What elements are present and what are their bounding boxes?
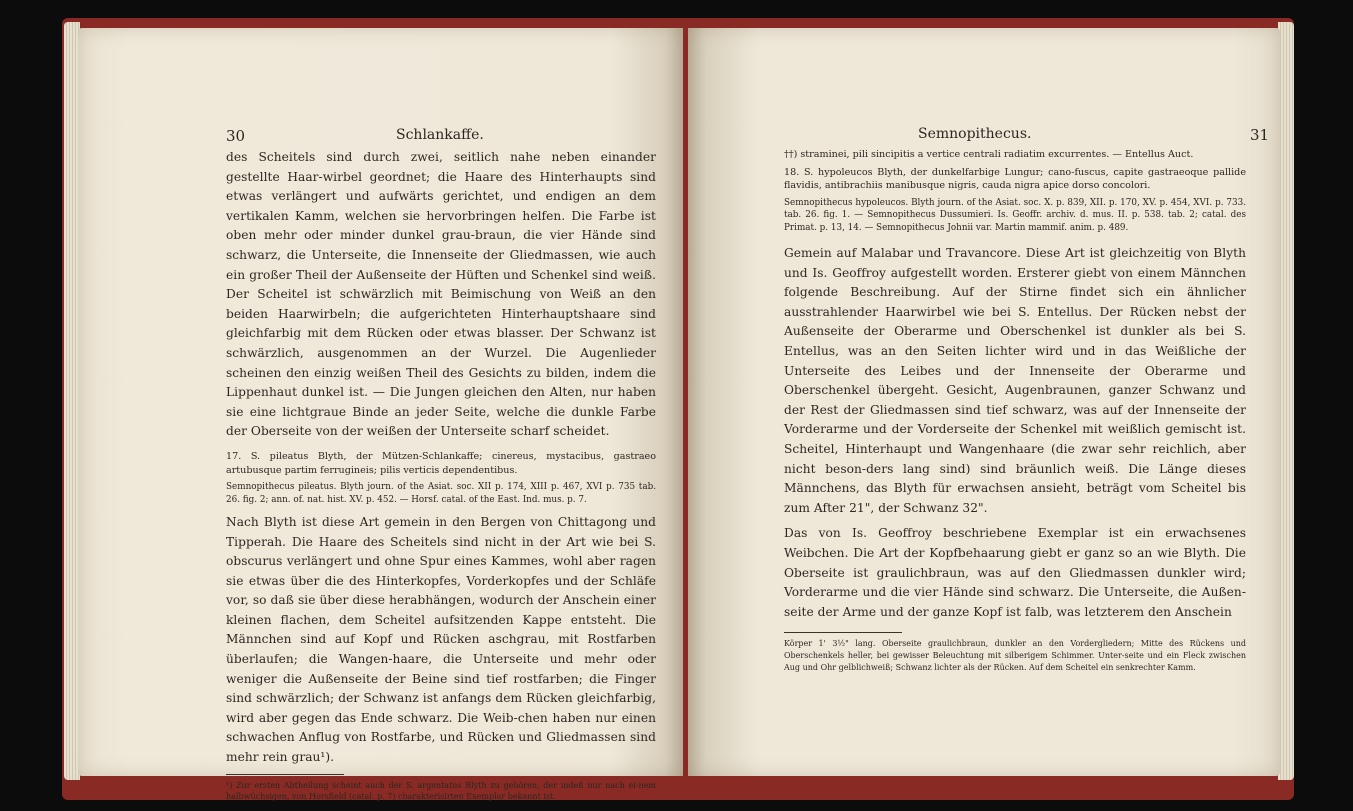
- page-number-left: 30: [226, 127, 246, 145]
- species-17-heading: 17. S. pileatus Blyth, der Mützen-Schlankaffe; cinereus, mystacibus, gastraeo artubusque partim ferrugineis; pilis verticis dependentibus.: [226, 450, 656, 476]
- page-edges-right: [1278, 22, 1294, 780]
- running-head-left: Schlankaffe.: [396, 127, 484, 143]
- footnote-rule-left: [226, 774, 344, 775]
- right-paragraph-1: Gemein auf Malabar und Travancore. Diese Art ist gleichzeitig von Blyth und Is. Geoffroy aufgestellt worden. Ersterer giebt von einem Männchen folgende Beschreibung. Auf der Stirne findet sich ein ähnlicher ausstrahlender Haarwirbel wie bei S. Entellus. Der Rücken nebst der Außenseite der Oberarme und Oberschenkel ist dunkler als bei S. Entellus, was an den Seiten lichter wird und in das Weißliche der Unterseite des Leibes und der Innenseite der Oberarme und Oberschenkel übergeht. Gesicht, Augenbraunen, ganzer Schwanz und der Rest der Gliedmassen sind tief schwarz, was auf der Innenseite der Vorderarme und der Vorderseite der Schenkel mit weißlich gemischt ist. Scheitel, Hinterhaupt und Wangenhaare (die zwar sehr reichlich, aber nicht beson-ders lang sind) sind bräunlich weiß. Die Länge dieses Männchens, das Blyth für erwachsen ansieht, beträgt vom Scheitel bis zum After 21", der Schwanz 32".: [784, 246, 1246, 515]
- species-18-synonymy: Semnopithecus hypoleucos. Blyth journ. of the Asiat. soc. X. p. 839, XII. p. 170, XV. p. 454, XVI. p. 733. tab. 26. fig. 1. — Semnopithecus Dussumieri. Is. Geoffr. archiv. d. mus. II. p. 538. tab. 2; catal. des Primat. p. 13, 14. — Semnopithecus Johnii var. Martin mammif. anim. p. 489.: [784, 197, 1246, 233]
- running-head-right: Semnopithecus.: [918, 126, 1032, 142]
- right-text-column: [784, 148, 1246, 674]
- left-page: [78, 28, 683, 802]
- left-paragraph-1: des Scheitels sind durch zwei, seitlich nahe neben einander gestellte Haar-wirbel geordnet; die Haare des Hinterhaupts sind etwas verlängert und aufwärts gerichtet, und endigen an dem vertikalen Kamm, welchen sie hervorbringen helfen. Die Farbe ist oben mehr oder minder dunkel grau-braun, die vier Hände sind schwarz, die Unterseite, die Innenseite der Gliedmassen, wie auch ein großer Theil der Außenseite der Hüften und Schenkel sind weiß. Der Scheitel ist schwärzlich mit Beimischung von Weiß an den beiden Haarwirbeln; die aufgerichteten Hinterhauptshaare sind gleichfarbig mit dem Rücken oder etwas blasser. Der Schwanz ist schwärzlich, ausgenommen an der Wurzel. Die Augenlieder scheinen den einzig weißen Theil des Gesichts zu bilden, indem die Lippenhaut dunkel ist. — Die Jungen gleichen den Alten, nur haben sie eine lichtgraue Binde an jeder Seite, welche die dunkle Farbe der Oberseite von der weißen der Unterseite scharf scheidet.: [226, 150, 656, 439]
- footnote-rule-right: [784, 632, 902, 633]
- right-page: [688, 28, 1280, 776]
- left-footnote: ¹) Zur ersten Abtheilung scheint auch der S. argentatus Blyth zu gehören, der indeß nur nach ei-nem halbwüchsigen, von Horsfield (catal. p. 7) charakterisirten Exemplar bekannt ist.: [226, 780, 656, 802]
- left-paragraph-2: Nach Blyth ist diese Art gemein in den Bergen von Chittagong und Tipperah. Die Haare des Scheitels sind nicht in der Art wie bei S. obscurus verlängert und ohne Spur eines Kammes, wohl aber ragen sie etwas über die des Hinterkopfes, Vorderkopfes und der Schläfe vor, so daß sie über diese herabhängen, wodurch der Anschein einer kleinen flachen, dem Scheitel aufsitzenden Kappe entsteht. Die Männchen sind auf Kopf und Rücken aschgrau, mit Rostfarben überlaufen; die Wangen-haare, die Unterseite und mehr oder weniger die Außenseite der Beine sind tief rostfarben; die Finger sind schwärzlich; der Schwanz ist anfangs dem Rücken gleichfarbig, wird aber gegen das Ende schwarz. Die Weib-chen haben nur einen schwachen Anflug von Rostfarbe, und Rücken und Gliedmassen sind mehr rein grau¹).: [226, 514, 656, 765]
- right-footnote: Körper 1' 3½" lang. Oberseite graulichbraun, dunkler an den Vordergliedern; Mitte des Rückens und Oberschenkels heller, bei gewisser Beleuchtung mit silberigem Schimmer. Unter-seite und ein Fleck zwischen Aug und Ohr gelblichweiß; Schwanz lichter als der Rücken. Auf dem Scheitel ein senkrechter Kamm.: [784, 639, 1246, 672]
- species-18-heading: 18. S. hypoleucos Blyth, der dunkelfarbige Lungur; cano-fuscus, capite gastraeoque pallide flavidis, antibrachiis manibusque nigris, cauda nigra apice dorso concolori.: [784, 166, 1246, 192]
- group-intro: ††) straminei, pili sincipitis a vertice centrali radiatim excurrentes. — Entellus Auct.: [784, 149, 1194, 160]
- page-number-right: 31: [1250, 126, 1270, 144]
- species-17-synonymy: Semnopithecus pileatus. Blyth journ. of the Asiat. soc. XII p. 174, XIII p. 467, XVI p. 735 tab. 26. fig. 2; ann. of. nat. hist. XV. p. 452. — Horsf. catal. of the East. Ind. mus. p. 7.: [226, 482, 656, 505]
- right-paragraph-2: Das von Is. Geoffroy beschriebene Exemplar ist ein erwachsenes Weibchen. Die Art der Kopfbehaarung giebt er ganz so an wie Blyth. Die Oberseite ist graulichbraun, was auf den Gliedmassen dunkler wird; Vorderarme und die vier Hände sind schwarz. Die Unterseite, die Außen-seite der Arme und der ganze Kopf ist falb, was letzterem den Anschein: [784, 526, 1246, 619]
- left-text-column: [226, 148, 656, 803]
